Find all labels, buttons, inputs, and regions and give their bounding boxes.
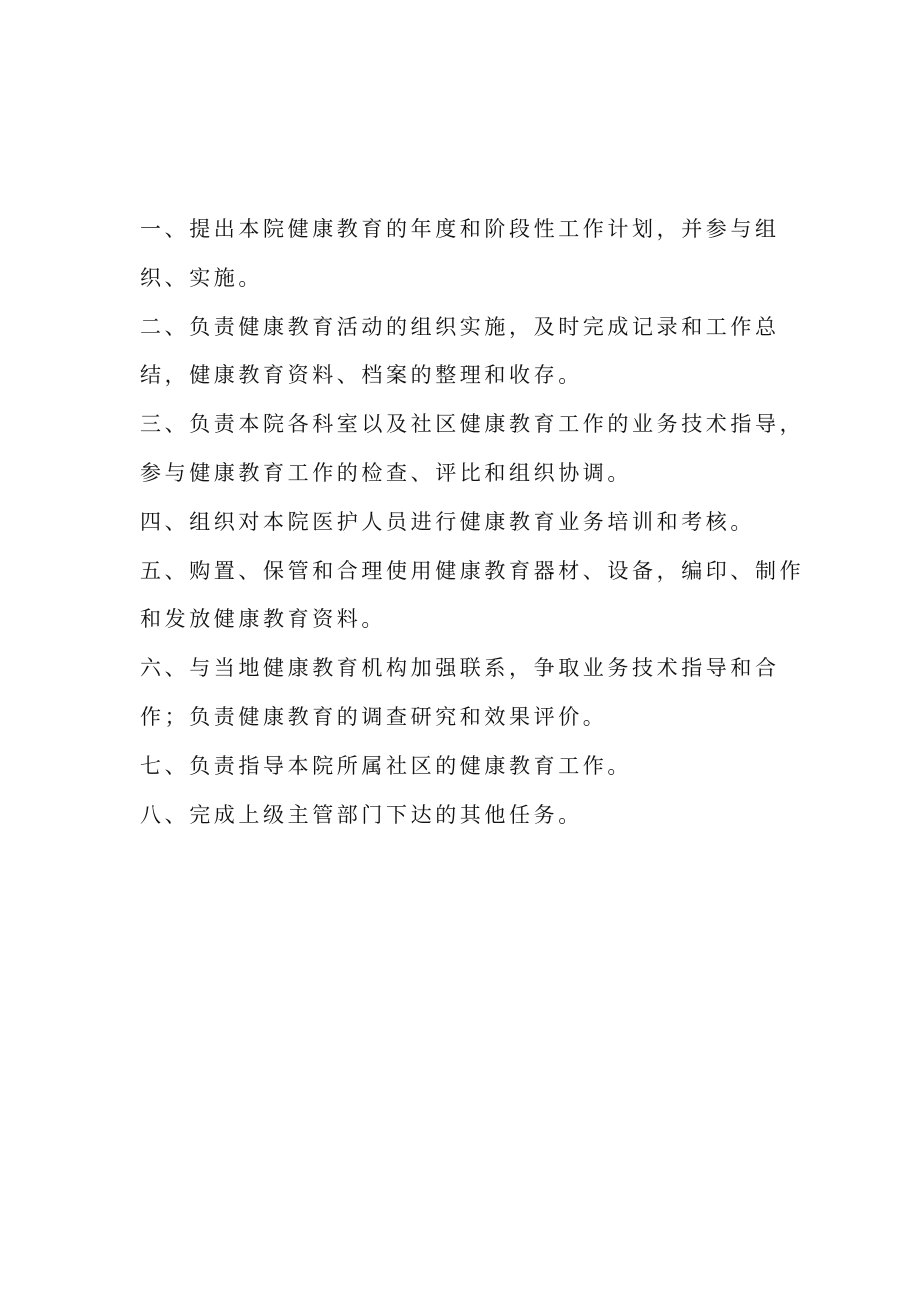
item-5-line-1: 五、购置、保管和合理使用健康教育器材、设备，编印、制作 — [140, 558, 805, 583]
item-1-line-1: 一、提出本院健康教育的年度和阶段性工作计划，并参与组 — [140, 217, 780, 241]
duty-list — [140, 205, 805, 839]
item-2-line-2: 结，健康教育资料、档案的整理和收存。 — [140, 363, 583, 388]
item-4-line-1: 四、组织对本院医护人员进行健康教育业务培训和考核。 — [140, 509, 755, 534]
item-3-line-2: 参与健康教育工作的检查、评比和组织协调。 — [140, 460, 632, 485]
item-7-line-1: 七、负责指导本院所属社区的健康教育工作。 — [140, 753, 632, 778]
item-8-line-1: 八、完成上级主管部门下达的其他任务。 — [140, 802, 583, 827]
item-6-line-2: 作；负责健康教育的调查研究和效果评价。 — [140, 704, 608, 729]
item-3-line-1: 三、负责本院各科室以及社区健康教育工作的业务技术指导， — [140, 412, 805, 437]
item-5-line-2: 和发放健康教育资料。 — [140, 607, 386, 632]
item-2-line-1: 二、负责健康教育活动的组织实施，及时完成记录和工作总 — [140, 314, 780, 339]
item-6-line-1: 六、与当地健康教育机构加强联系，争取业务技术指导和合 — [140, 656, 780, 681]
item-1-line-2: 织、实施。 — [140, 265, 263, 290]
